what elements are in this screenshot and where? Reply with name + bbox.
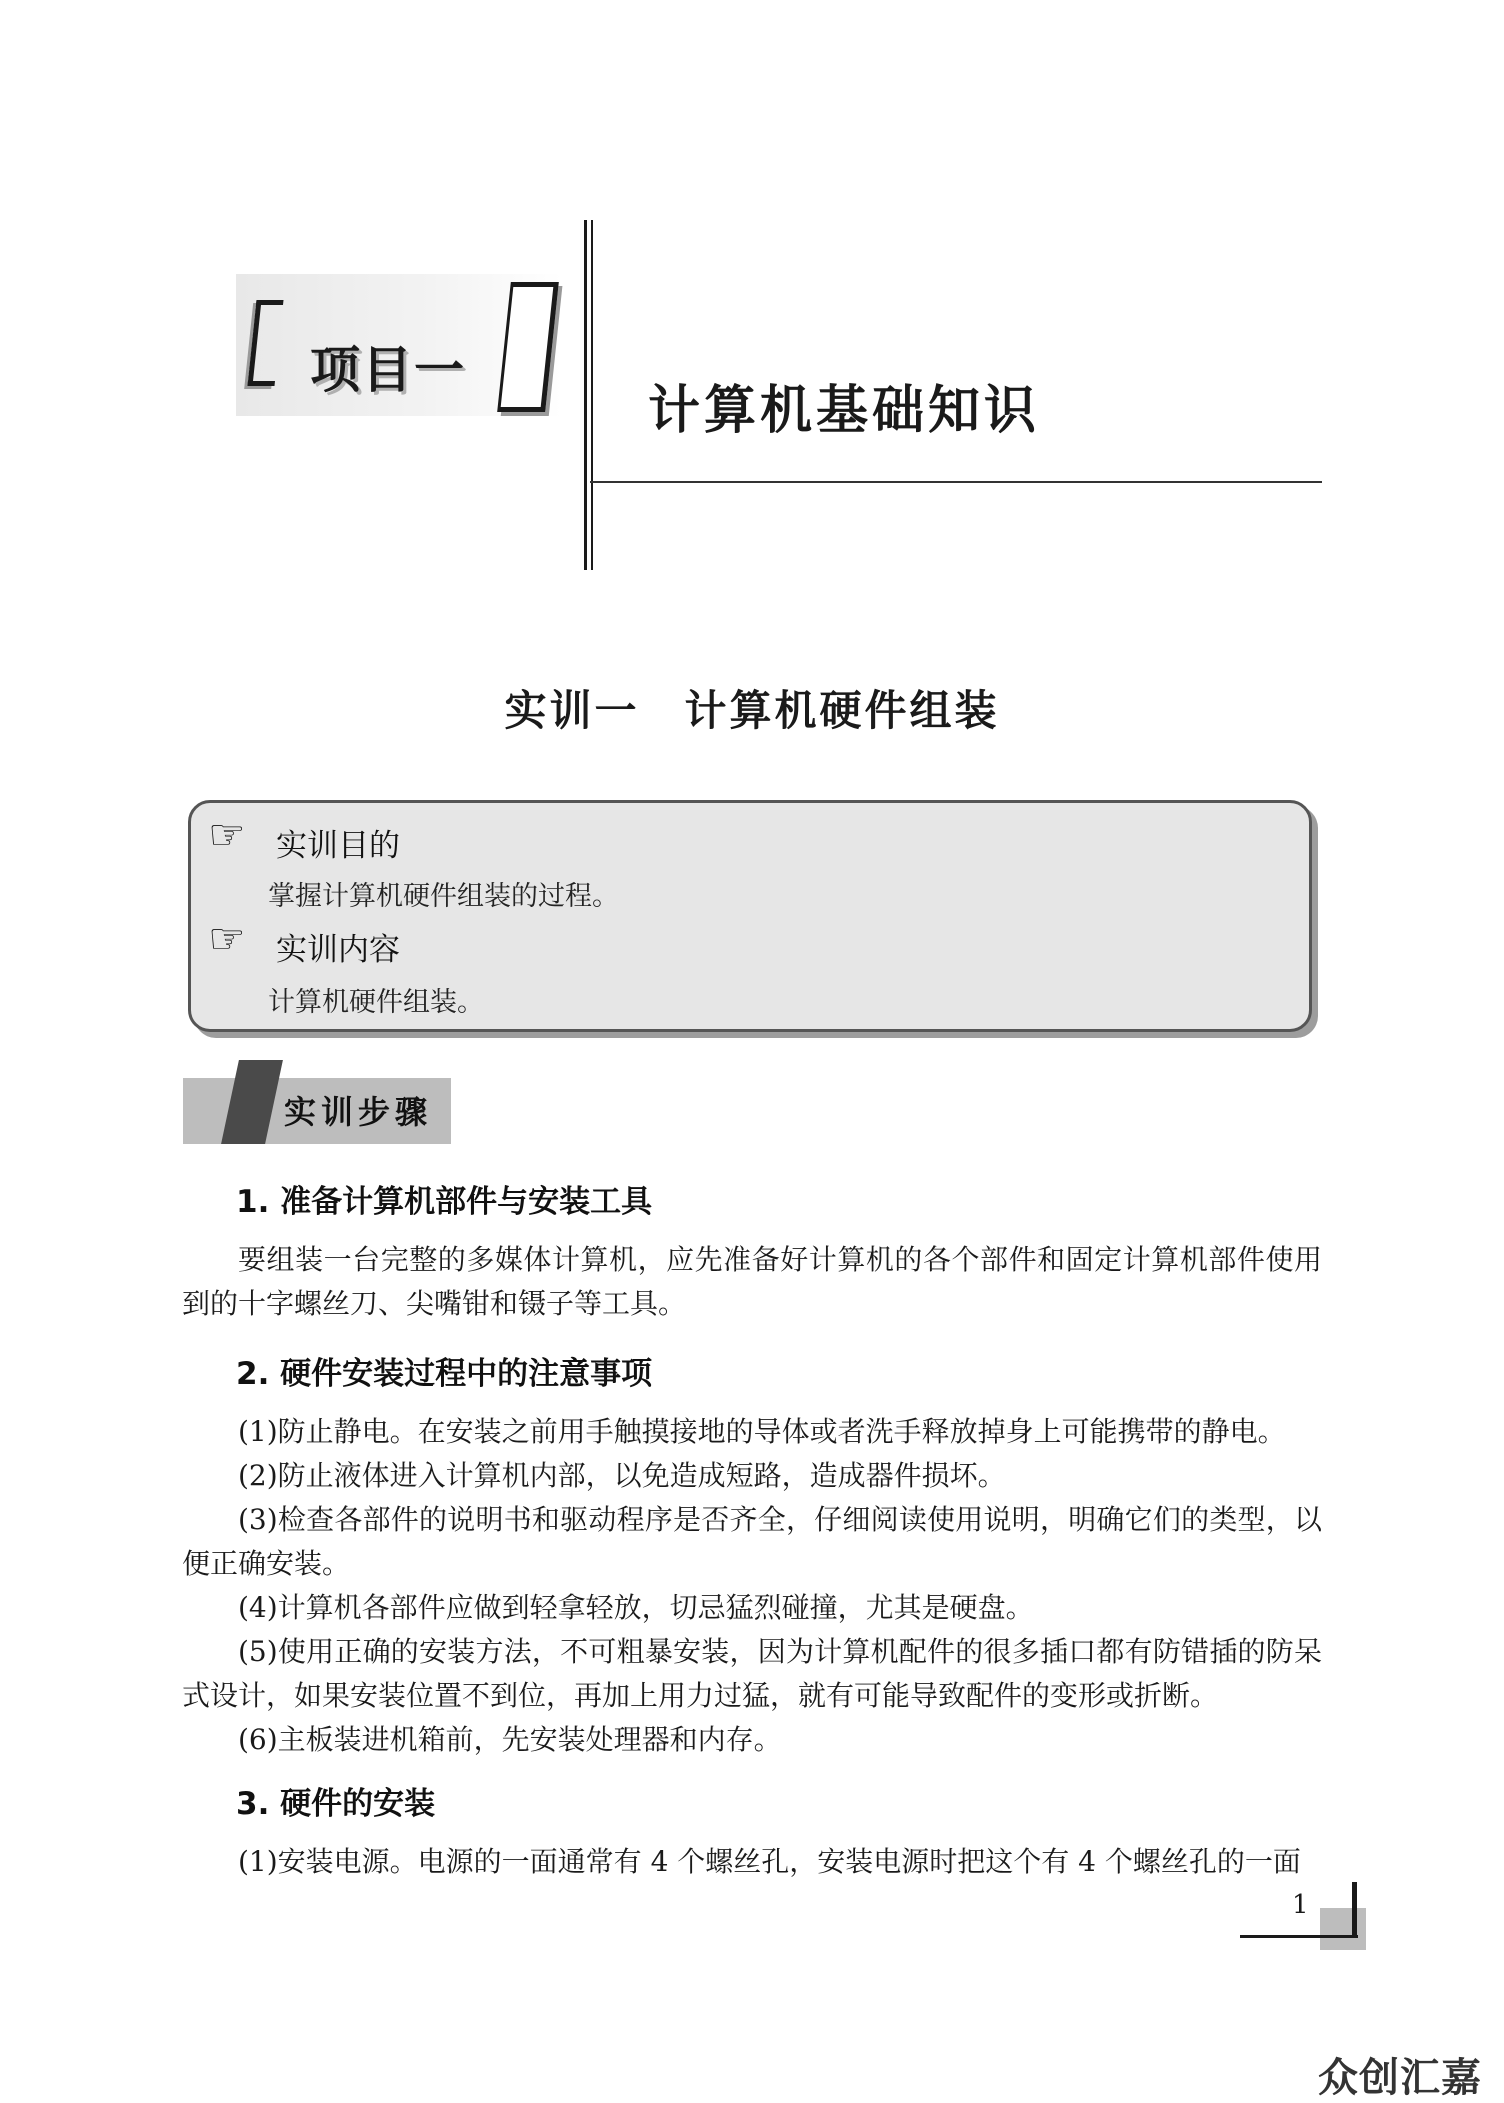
header-divider-horizontal — [590, 481, 1322, 483]
step2-item: (3)检查各部件的说明书和驱动程序是否齐全，仔细阅读使用说明，明确它们的类型，以便正确安装。 — [182, 1503, 1322, 1580]
chapter-title: 计算机基础知识 — [648, 381, 1041, 441]
purpose-heading: 实训目的 — [276, 828, 400, 864]
step2-item: (6)主板装进机箱前，先安装处理器和内存。 — [238, 1723, 782, 1756]
pointing-hand-icon: ☞ — [208, 810, 246, 859]
project-label: 项目一 — [310, 341, 466, 399]
purpose-text: 掌握计算机硬件组装的过程。 — [268, 881, 619, 912]
step3-heading: 3. 硬件的安装 — [236, 1786, 436, 1822]
step2-item: (1)防止静电。在安装之前用手触摸接地的导体或者洗手释放掉身上可能携带的静电。 — [238, 1415, 1286, 1448]
page-number-rule — [1240, 1935, 1358, 1938]
pointing-hand-icon: ☞ — [208, 914, 246, 963]
step2-item: (2)防止液体进入计算机内部，以免造成短路，造成器件损坏。 — [238, 1459, 1006, 1492]
page-number: 1 — [1292, 1890, 1309, 1920]
header-divider-vertical — [584, 220, 587, 570]
page-number-bracket — [1352, 1882, 1357, 1938]
step3-paragraph: (1)安装电源。电源的一面通常有 4 个螺丝孔，安装电源时把这个有 4 个螺丝孔的一面 — [238, 1845, 1301, 1878]
page-number-shadow — [1320, 1908, 1366, 1950]
content-heading: 实训内容 — [276, 932, 400, 968]
steps-banner-label: 实训步骤 — [284, 1093, 433, 1131]
section-title: 实训一 计算机硬件组装 — [504, 686, 1000, 735]
step1-heading: 1. 准备计算机部件与安装工具 — [236, 1184, 653, 1220]
content-text: 计算机硬件组装。 — [268, 987, 484, 1018]
header-divider-vertical-2 — [591, 220, 593, 570]
step1-paragraph: 要组装一台完整的多媒体计算机，应先准备好计算机的各个部件和固定计算机部件使用到的十字螺丝刀、尖嘴钳和镊子等工具。 — [182, 1243, 1322, 1320]
step2-item: (4)计算机各部件应做到轻拿轻放，切忌猛烈碰撞，尤其是硬盘。 — [238, 1591, 1034, 1624]
watermark: 众创汇嘉 — [1318, 2055, 1482, 2101]
step2-item: (5)使用正确的安装方法，不可粗暴安装，因为计算机配件的很多插口都有防错插的防呆式设计，如果安装位置不到位，再加上用力过猛，就有可能导致配件的变形或折断。 — [182, 1635, 1322, 1712]
step2-heading: 2. 硬件安装过程中的注意事项 — [236, 1356, 653, 1392]
